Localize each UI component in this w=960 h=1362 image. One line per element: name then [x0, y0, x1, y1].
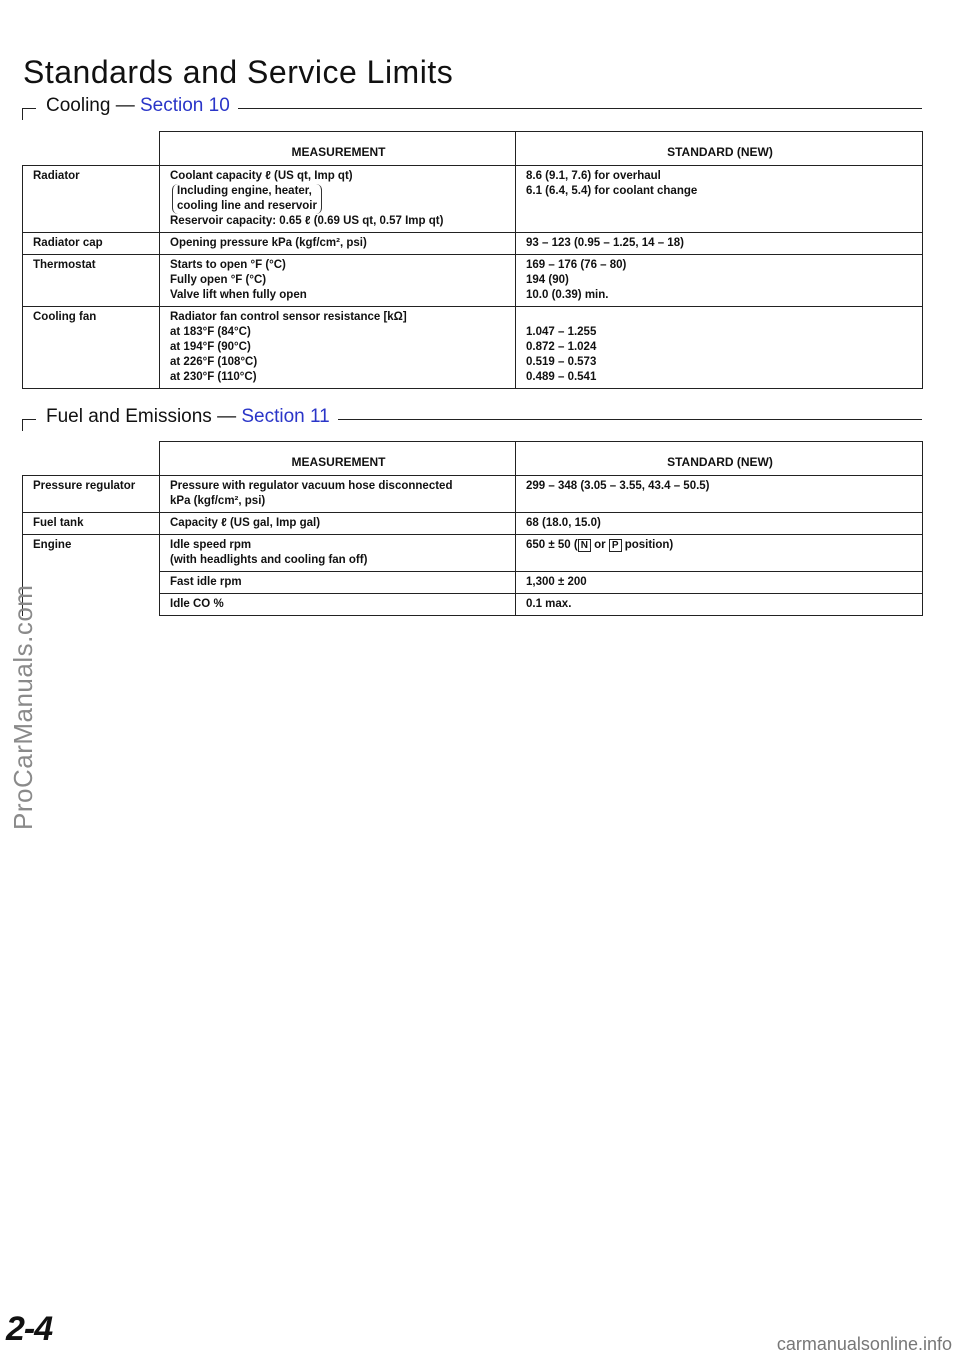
heading-tick: [22, 419, 23, 431]
table-row: [23, 166, 923, 233]
watermark: ProCarManuals.com: [8, 584, 38, 830]
standard-line: [526, 538, 914, 553]
table-row: [23, 233, 923, 255]
table-header-row: [23, 132, 923, 166]
row-standard: [516, 166, 923, 233]
measurement-line: Pressure with regulator vacuum hose disconnected: [170, 480, 453, 492]
standard-line: 1.047 – 1.255: [526, 326, 597, 338]
cooling-table: [22, 131, 923, 389]
header-measurement: MEASUREMENT: [160, 132, 516, 166]
row-standard: [516, 535, 923, 572]
row-standard: [516, 476, 923, 513]
standard-line: 194 (90): [526, 274, 569, 286]
measurement-line: Radiator fan control sensor resistance [kΩ]: [170, 311, 407, 323]
measurement-line: at 230°F (110°C): [170, 371, 257, 383]
fuel-section-heading: [22, 408, 922, 432]
heading-label: [36, 406, 338, 428]
measurement-line: Idle CO %: [170, 598, 224, 610]
standard-spacer: [526, 310, 914, 325]
row-measurement: [160, 594, 516, 616]
idle-or: or: [590, 539, 609, 551]
idle-position: position): [621, 539, 674, 551]
measurement-line: Reservoir capacity: 0.65 ℓ (0.69 US qt, 0.57 Imp qt): [170, 215, 444, 227]
table-row: [23, 535, 923, 572]
section-separator: —: [217, 406, 237, 427]
measurement-line: Idle speed rpm: [170, 539, 252, 551]
header-standard: STANDARD (NEW): [516, 132, 923, 166]
header-blank: [23, 442, 160, 476]
section-separator: —: [115, 95, 135, 116]
measurement-line: at 226°F (108°C): [170, 356, 258, 368]
footer-site: carmanualsonline.info: [776, 1334, 952, 1354]
measurement-line: at 194°F (90°C): [170, 341, 251, 353]
measurement-line: Fully open °F (°C): [170, 274, 267, 286]
row-measurement: [160, 535, 516, 572]
standard-line: 0.872 – 1.024: [526, 341, 597, 353]
measurement-line: Valve lift when fully open: [170, 289, 307, 301]
header-measurement: MEASUREMENT: [160, 442, 516, 476]
page-number: 2-4: [6, 1310, 53, 1348]
measurement-line: cooling line and reservoir: [177, 200, 317, 212]
standard-line: 299 – 348 (3.05 – 3.55, 43.4 – 50.5): [526, 480, 710, 492]
standard-line: 10.0 (0.39) min.: [526, 289, 609, 301]
standard-line: 6.1 (6.4, 5.4) for coolant change: [526, 185, 698, 197]
standard-line: 0.1 max.: [526, 598, 572, 610]
section-link[interactable]: Section 10: [140, 95, 230, 116]
table-row: [23, 513, 923, 535]
cooling-section-heading: [22, 97, 922, 121]
measurement-line: kPa (kgf/cm², psi): [170, 495, 266, 507]
page-title: Standards and Service Limits: [23, 54, 454, 90]
header-standard: STANDARD (NEW): [516, 442, 923, 476]
section-name: Cooling: [46, 95, 111, 116]
row-category: Radiator: [23, 166, 160, 233]
standard-line: 8.6 (9.1, 7.6) for overhaul: [526, 170, 661, 182]
measurement-line: Including engine, heater,: [177, 185, 312, 197]
row-standard: [516, 513, 923, 535]
row-measurement: [160, 233, 516, 255]
section-link[interactable]: Section 11: [241, 406, 330, 427]
measurement-line: Opening pressure kPa (kgf/cm², psi): [170, 237, 367, 249]
table-header-row: [23, 442, 923, 476]
standard-line: 169 – 176 (76 – 80): [526, 259, 627, 271]
table-row: [23, 255, 923, 307]
row-measurement: [160, 513, 516, 535]
row-category: Cooling fan: [23, 307, 160, 389]
table-row: [23, 307, 923, 389]
row-standard: [516, 594, 923, 616]
row-standard: [516, 307, 923, 389]
standard-line: 68 (18.0, 15.0): [526, 517, 601, 529]
measurement-line: (with headlights and cooling fan off): [170, 554, 368, 566]
measurement-line: Fast idle rpm: [170, 576, 242, 588]
header-blank: [23, 132, 160, 166]
row-measurement: [160, 307, 516, 389]
row-category: Fuel tank: [23, 513, 160, 535]
row-category: Pressure regulator: [23, 476, 160, 513]
idle-value: 650 ± 50 (: [526, 539, 578, 551]
section-name: Fuel and Emissions: [46, 406, 212, 427]
row-measurement: [160, 476, 516, 513]
measurement-line: Coolant capacity ℓ (US qt, Imp qt): [170, 170, 353, 182]
row-standard: [516, 255, 923, 307]
measurement-line: Capacity ℓ (US gal, Imp gal): [170, 517, 321, 529]
row-standard: [516, 572, 923, 594]
note-brace: [172, 184, 322, 214]
measurement-line: Starts to open °F (°C): [170, 259, 286, 271]
fuel-table: [22, 441, 923, 616]
row-measurement: [160, 572, 516, 594]
heading-tick: [22, 108, 23, 120]
row-measurement: [160, 255, 516, 307]
neutral-position-icon: N: [578, 539, 591, 552]
row-category: Engine: [23, 535, 160, 616]
row-category: Radiator cap: [23, 233, 160, 255]
table-row: [23, 476, 923, 513]
row-measurement: [160, 166, 516, 233]
park-position-icon: P: [609, 539, 622, 552]
standard-line: 0.519 – 0.573: [526, 356, 597, 368]
standard-line: 1,300 ± 200: [526, 576, 587, 588]
row-standard: [516, 233, 923, 255]
standard-line: 93 – 123 (0.95 – 1.25, 14 – 18): [526, 237, 684, 249]
heading-label: [36, 95, 238, 117]
standard-line: 0.489 – 0.541: [526, 371, 597, 383]
measurement-line: at 183°F (84°C): [170, 326, 251, 338]
row-category: Thermostat: [23, 255, 160, 307]
